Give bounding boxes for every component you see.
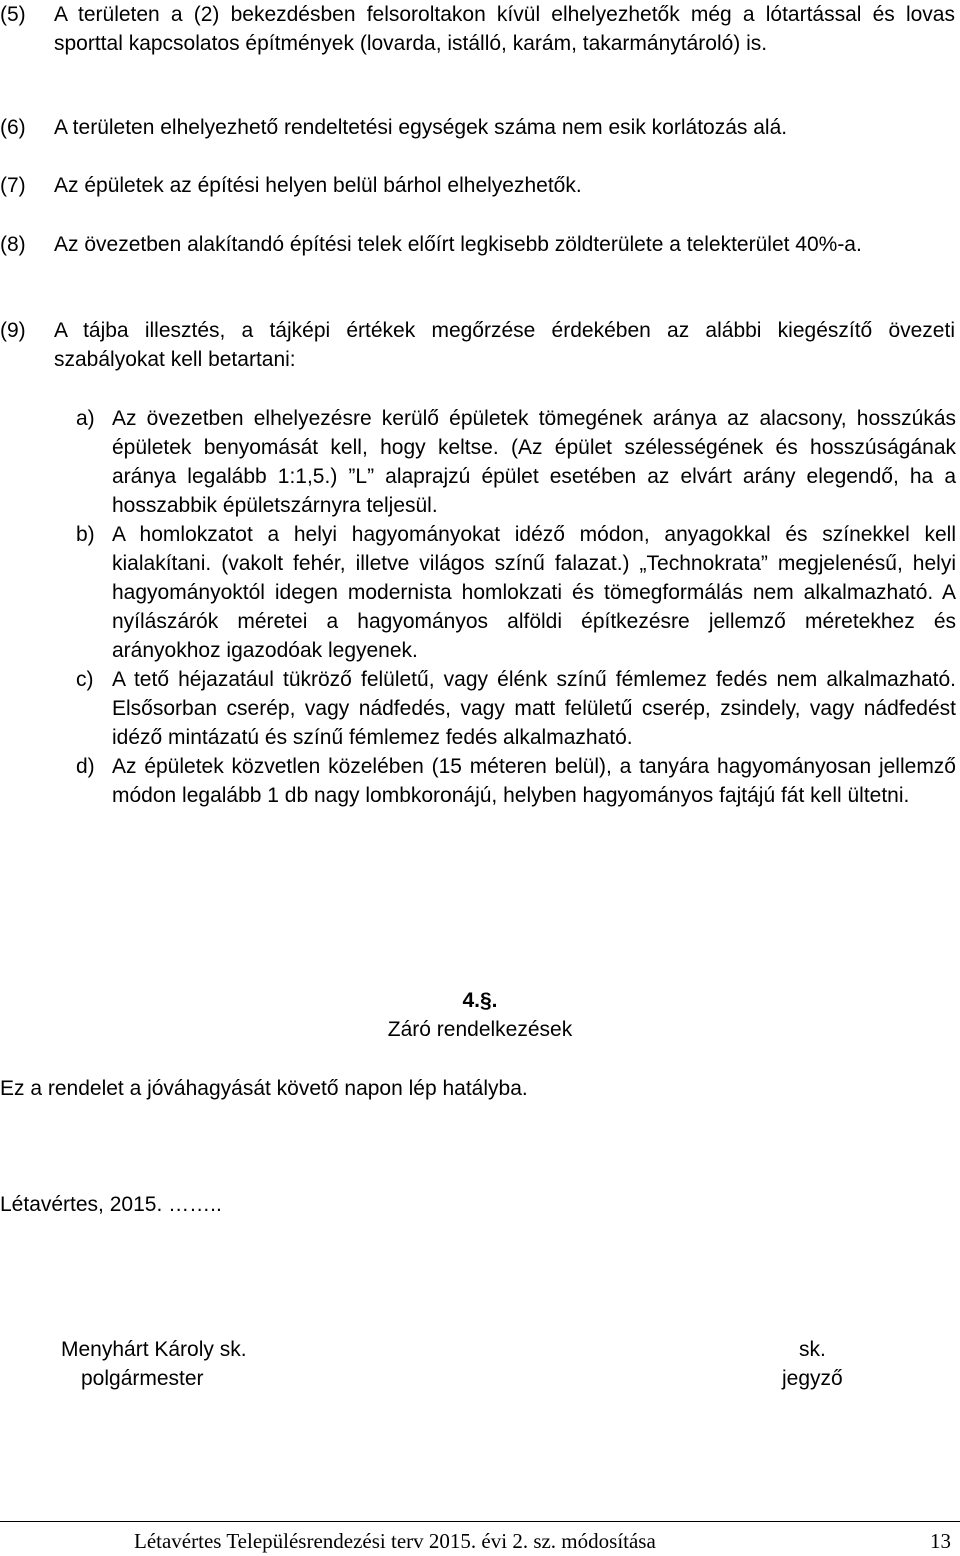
rules-list bbox=[76, 404, 956, 810]
list-item bbox=[76, 520, 956, 665]
section-title: Záró rendelkezések bbox=[387, 1018, 573, 1041]
list-text: Az épületek közvetlen közelében (15 méteren belül), a tanyára hagyományosan jellemző módon legalább 1 db nagy lombkoronájú, helyben hagyományos fajtájú fát kell ültetni. bbox=[112, 755, 956, 807]
paragraph-number: (9) bbox=[0, 319, 26, 342]
list-letter: c) bbox=[76, 668, 94, 691]
section-number: 4.§. bbox=[462, 989, 498, 1012]
page-number: 13 bbox=[930, 1529, 951, 1553]
paragraph-5 bbox=[0, 0, 955, 58]
paragraph-8 bbox=[0, 230, 955, 259]
list-letter: b) bbox=[76, 523, 95, 546]
paragraph-7 bbox=[0, 171, 955, 200]
paragraph-number: (8) bbox=[0, 233, 26, 256]
paragraph-text: A területen elhelyezhető rendeltetési egységek száma nem esik korlátozás alá. bbox=[54, 116, 788, 139]
paragraph-6 bbox=[0, 113, 955, 142]
closing-sentence: Ez a rendelet a jóváhagyását követő napon lép hatályba. bbox=[0, 1077, 528, 1100]
signature-right-title: jegyző bbox=[782, 1367, 843, 1390]
list-item bbox=[76, 404, 956, 520]
list-text: Az övezetben elhelyezésre kerülő épületek tömegének aránya az alacsony, hosszúkás épületek benyomását kell, hogy keltse. (Az épület szélességének és hosszúságának aránya legalább 1:1,5.) ”L” alaprajzú épület esetében az elvárt arány elegendő, ha a hosszabbik épületszárnyra teljesül. bbox=[112, 407, 956, 517]
signature-left-name: Menyhárt Károly sk. bbox=[61, 1338, 247, 1361]
list-item bbox=[76, 752, 956, 810]
paragraph-number: (5) bbox=[0, 3, 26, 26]
signature-left-title: polgármester bbox=[81, 1367, 204, 1390]
paragraph-text: A területen a (2) bekezdésben felsoroltakon kívül elhelyezhetők még a lótartással és lovas sporttal kapcsolatos építmények (lovarda, istálló, karám, takarmánytároló) is. bbox=[54, 3, 955, 55]
paragraph-9 bbox=[0, 316, 955, 374]
place-date: Létavértes, 2015. …….. bbox=[0, 1193, 222, 1216]
list-letter: d) bbox=[76, 755, 95, 778]
paragraph-number: (6) bbox=[0, 116, 26, 139]
list-letter: a) bbox=[76, 407, 95, 430]
list-text: A homlokzatot a helyi hagyományokat idéző módon, anyagokkal és színekkel kell kialakítani. (vakolt fehér, illetve világos színű falazat.) „Technokrata” megjelenésű, helyi hagyományoktól idegen modernista homlokzati és tömegformálás nem alkalmazható. A nyílászárók méretei a hagyományos alföldi építkezésre jellemző méretekhez és arányokhoz igazodóak legyenek. bbox=[112, 523, 956, 662]
footer-divider bbox=[0, 1521, 960, 1522]
paragraph-number: (7) bbox=[0, 174, 26, 197]
paragraph-text: A tájba illesztés, a tájképi értékek megőrzése érdekében az alábbi kiegészítő övezeti szabályokat kell betartani: bbox=[54, 319, 955, 371]
paragraph-text: Az övezetben alakítandó építési telek előírt legkisebb zöldterülete a telekterület 40%-a. bbox=[54, 233, 862, 256]
paragraph-text: Az épületek az építési helyen belül bárhol elhelyezhetők. bbox=[54, 174, 582, 197]
signature-right-name: sk. bbox=[799, 1338, 826, 1361]
footer-title: Létavértes Településrendezési terv 2015. évi 2. sz. módosítása bbox=[134, 1529, 656, 1553]
list-text: A tető héjazatául tükröző felületű, vagy élénk színű fémlemez fedés nem alkalmazható. Elsősorban cserép, vagy nádfedés, vagy matt felületű cserép, zsindely, vagy nádfedést idéző mintázatú és színű fémlemez fedés alkalmazható. bbox=[112, 668, 956, 749]
list-item bbox=[76, 665, 956, 752]
